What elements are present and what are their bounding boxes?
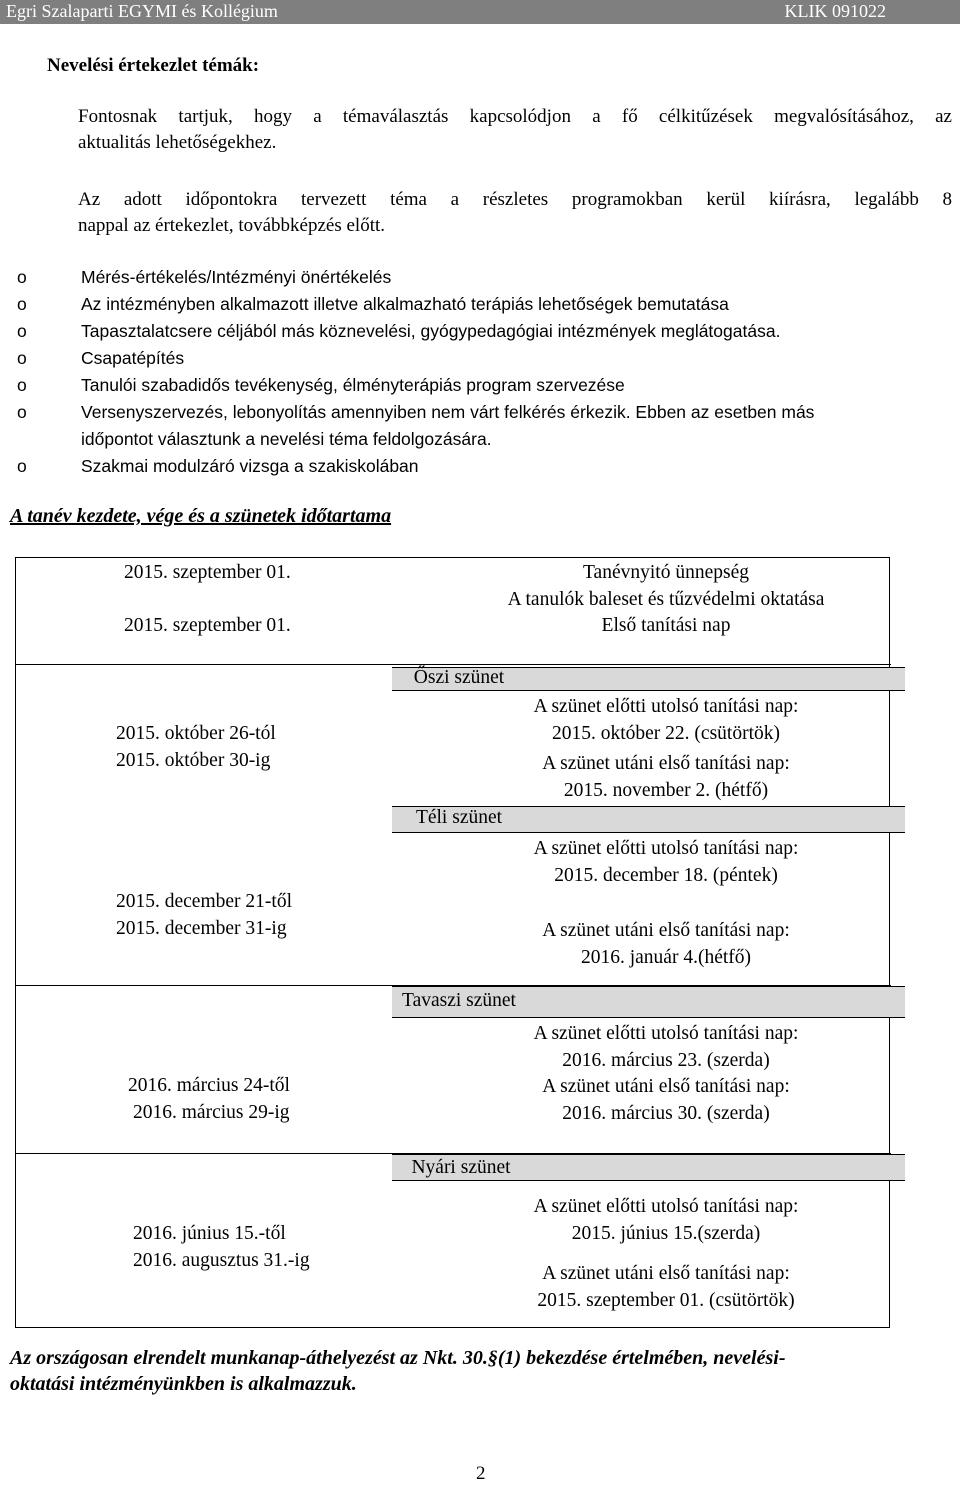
winter-after-date: 2016. január 4.(hétfő) (580, 947, 752, 968)
autumn-to: 2015. október 30-ig (116, 750, 271, 771)
footer-note-line-2: oktatási intézményünkben is alkalmazzuk. (10, 1373, 357, 1395)
row-divider (16, 664, 891, 665)
summer-after-label: A szünet utáni első tanítási nap: (542, 1263, 790, 1284)
spring-after-date: 2016. március 30. (szerda) (562, 1103, 770, 1124)
autumn-after-date: 2015. november 2. (hétfő) (563, 780, 769, 801)
start-event-1: Tanévnyitó ünnepség (583, 562, 749, 583)
bullet-icon: o (17, 321, 27, 341)
bullet-icon: o (17, 402, 27, 422)
start-date-1: 2015. szeptember 01. (124, 562, 291, 583)
start-event-3: Első tanítási nap (601, 615, 731, 636)
summer-before-label: A szünet előtti utolsó tanítási nap: (533, 1196, 799, 1217)
bullet-icon: o (17, 456, 27, 476)
spring-title: Tavaszi szünet (402, 990, 516, 1011)
summer-after-date: 2015. szeptember 01. (csütörtök) (537, 1290, 795, 1311)
page-header (0, 0, 960, 24)
autumn-after-label: A szünet utáni első tanítási nap: (542, 753, 790, 774)
autumn-before-label: A szünet előtti utolsó tanítási nap: (533, 696, 799, 717)
spring-from: 2016. március 24-től (128, 1075, 290, 1096)
page-number: 2 (476, 1463, 486, 1484)
paragraph-1 (78, 104, 952, 156)
bullet-icon: o (17, 267, 27, 287)
paragraph-1-line-2: aktualitás lehetőségekhez. (78, 132, 277, 153)
footer-note (10, 1345, 950, 1397)
header-institution: Egri Szalaparti EGYMI és Kollégium (6, 1, 278, 21)
winter-title: Téli szünet (415, 807, 503, 828)
paragraph-1-line-1: Fontosnak tartjuk, hogy a témaválasztás kapcsolódjon a fő célkitűzések megvalósításához, az (78, 106, 952, 127)
summer-to: 2016. augusztus 31.-ig (133, 1250, 310, 1271)
winter-to: 2015. december 31-ig (116, 918, 287, 939)
section-title: A tanév kezdete, vége és a szünetek időtartama (10, 505, 392, 527)
paragraph-2 (78, 187, 952, 239)
bullet-icon: o (17, 375, 27, 395)
autumn-title: Őszi szünet (413, 667, 505, 688)
summer-before-date: 2015. június 15.(szerda) (571, 1223, 761, 1244)
start-event-2: A tanulók baleset és tűzvédelmi oktatása (507, 589, 825, 610)
autumn-before-date: 2015. október 22. (csütörtök) (551, 723, 780, 744)
summer-from: 2016. június 15.-től (133, 1223, 286, 1244)
bullet-icon: o (17, 294, 27, 314)
paragraph-2-line-2: nappal az értekezlet, továbbképzés előtt. (78, 215, 386, 236)
winter-before-date: 2015. december 18. (péntek) (554, 865, 778, 886)
start-date-2: 2015. szeptember 01. (124, 615, 291, 636)
winter-before-label: A szünet előtti utolsó tanítási nap: (533, 838, 799, 859)
spring-before-date: 2016. március 23. (szerda) (562, 1050, 770, 1071)
winter-from: 2015. december 21-től (116, 891, 292, 912)
bullet-icon: o (17, 348, 27, 368)
page-heading: Nevelési értekezlet témák: (47, 55, 260, 76)
spring-after-label: A szünet utáni első tanítási nap: (542, 1076, 790, 1097)
footer-note-line-1: Az országosan elrendelt munkanap-áthelyezést az Nkt. 30.§(1) bekezdése értelmében, nevelési- (10, 1347, 786, 1369)
schedule-table (15, 557, 890, 1328)
spring-to: 2016. március 29-ig (133, 1102, 290, 1123)
summer-title: Nyári szünet (411, 1157, 511, 1178)
autumn-from: 2015. október 26-tól (116, 723, 276, 744)
winter-after-label: A szünet utáni első tanítási nap: (542, 920, 790, 941)
header-code: KLIK 091022 (784, 1, 886, 21)
paragraph-2-line-1: Az adott időpontokra tervezett téma a részletes programokban kerül kiírásra, legalább 8 (78, 189, 952, 210)
spring-before-label: A szünet előtti utolsó tanítási nap: (533, 1023, 799, 1044)
